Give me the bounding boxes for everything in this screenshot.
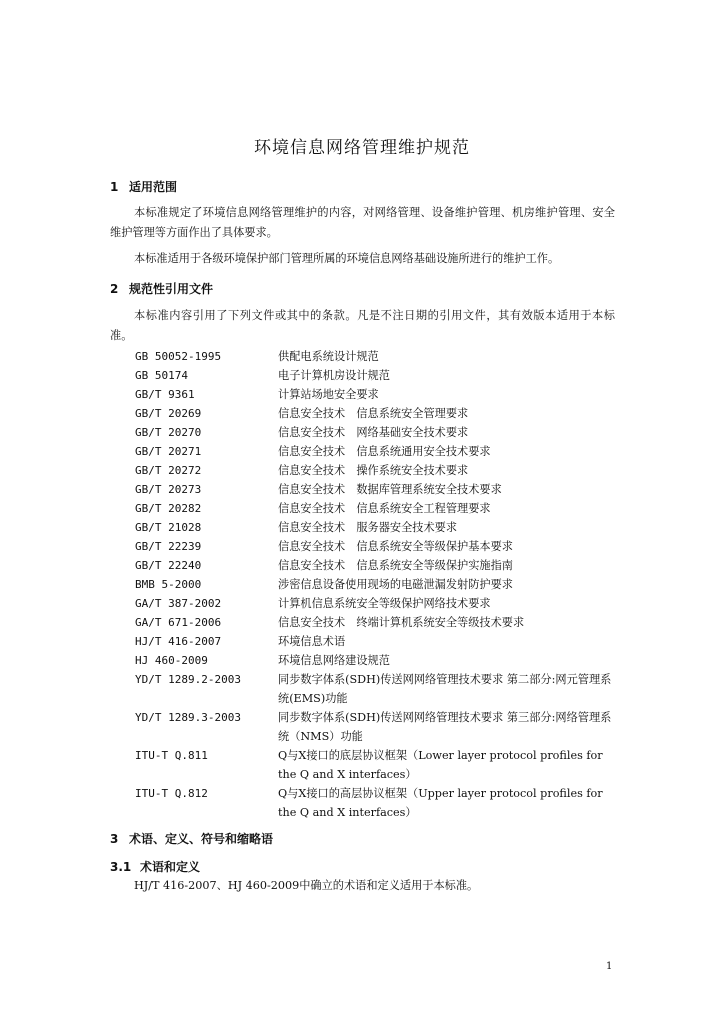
section-3-heading — [110, 830, 273, 847]
reference-item — [135, 366, 615, 385]
reference-title: 同步数字体系(SDH)传送网网络管理技术要求 第三部分:网络管理系统（NMS）功能 — [278, 711, 612, 743]
reference-item — [135, 537, 615, 556]
section-2-heading — [110, 280, 213, 297]
reference-item — [135, 423, 615, 442]
reference-title: 信息安全技术 信息系统安全等级保护基本要求 — [278, 540, 513, 553]
reference-item — [135, 632, 615, 651]
section-number: 3 — [110, 832, 119, 846]
reference-code: YD/T 1289.2-2003 — [135, 673, 241, 686]
reference-title: 信息安全技术 信息系统安全管理要求 — [278, 407, 469, 420]
subsection-number: 3.1 — [110, 860, 132, 874]
section-title: 术语、定义、符号和缩略语 — [129, 832, 274, 846]
reference-title: 信息安全技术 数据库管理系统安全技术要求 — [278, 483, 502, 496]
reference-code: GB/T 9361 — [135, 388, 195, 401]
reference-code: GB 50052-1995 — [135, 350, 222, 363]
subsection-3-1-text: HJ/T 416-2007、HJ 460-2009中确立的术语和定义适用于本标准。 — [134, 879, 479, 892]
reference-title: 信息安全技术 操作系统安全技术要求 — [278, 464, 469, 477]
reference-item — [135, 385, 615, 404]
document-title: 环境信息网络管理维护规范 — [254, 138, 470, 158]
reference-code: GB/T 22240 — [135, 559, 202, 572]
reference-code: ITU-T Q.811 — [135, 749, 208, 762]
reference-title: Q与X接口的底层协议框架（Lower layer protocol profiles for the Q and X interfaces） — [278, 749, 603, 781]
section-1-paragraph-2: 本标准适用于各级环境保护部门管理所属的环境信息网络基础设施所进行的维护工作。 — [134, 252, 560, 265]
section-number: 1 — [110, 180, 119, 194]
reference-title: 涉密信息设备使用现场的电磁泄漏发射防护要求 — [278, 578, 513, 591]
reference-title: 环境信息网络建设规范 — [278, 654, 390, 667]
reference-title: 信息安全技术 服务器安全技术要求 — [278, 521, 458, 534]
reference-title: 同步数字体系(SDH)传送网网络管理技术要求 第二部分:网元管理系统(EMS)功能 — [278, 673, 612, 705]
reference-title: 电子计算机房设计规范 — [278, 369, 390, 382]
reference-item — [135, 784, 615, 822]
reference-code: GB/T 21028 — [135, 521, 202, 534]
reference-title: 计算机信息系统安全等级保护网络技术要求 — [278, 597, 491, 610]
reference-code: GB/T 22239 — [135, 540, 202, 553]
reference-code: GB/T 20271 — [135, 445, 202, 458]
reference-item — [135, 556, 615, 575]
reference-item — [135, 347, 615, 366]
reference-title: 信息安全技术 信息系统通用安全技术要求 — [278, 445, 491, 458]
reference-title: 环境信息术语 — [278, 635, 346, 648]
section-1-heading — [110, 178, 177, 195]
reference-item — [135, 575, 615, 594]
reference-item — [135, 746, 615, 784]
reference-title: Q与X接口的高层协议框架（Upper layer protocol profiles for the Q and X interfaces） — [278, 787, 603, 819]
reference-item — [135, 670, 615, 708]
reference-code: GB/T 20282 — [135, 502, 202, 515]
reference-item — [135, 651, 615, 670]
reference-item — [135, 594, 615, 613]
reference-code: GA/T 387-2002 — [135, 597, 222, 610]
reference-code: HJ 460-2009 — [135, 654, 208, 667]
section-number: 2 — [110, 282, 119, 296]
reference-item — [135, 404, 615, 423]
reference-code: YD/T 1289.3-2003 — [135, 711, 241, 724]
reference-title: 计算站场地安全要求 — [278, 388, 379, 401]
reference-item — [135, 499, 615, 518]
reference-item — [135, 461, 615, 480]
reference-code: BMB 5-2000 — [135, 578, 202, 591]
reference-title: 信息安全技术 信息系统安全等级保护实施指南 — [278, 559, 513, 572]
reference-code: HJ/T 416-2007 — [135, 635, 222, 648]
page-number: 1 — [606, 961, 613, 972]
reference-code: GA/T 671-2006 — [135, 616, 222, 629]
reference-title: 信息安全技术 终端计算机系统安全等级技术要求 — [278, 616, 525, 629]
reference-code: GB/T 20273 — [135, 483, 202, 496]
section-title: 规范性引用文件 — [129, 282, 214, 296]
section-2-intro: 本标准内容引用了下列文件或其中的条款。凡是不注日期的引用文件，其有效版本适用于本标准。 — [110, 309, 615, 342]
reference-title: 供配电系统设计规范 — [278, 350, 379, 363]
reference-code: GB 50174 — [135, 369, 188, 382]
section-title: 适用范围 — [129, 180, 178, 194]
subsection-3-1-heading — [110, 858, 200, 875]
reference-code: GB/T 20272 — [135, 464, 202, 477]
reference-code: GB/T 20269 — [135, 407, 202, 420]
section-1-paragraph-1: 本标准规定了环境信息网络管理维护的内容，对网络管理、设备维护管理、机房维护管理、安全维护管理等方面作出了具体要求。 — [110, 206, 615, 239]
reference-code: ITU-T Q.812 — [135, 787, 208, 800]
reference-item — [135, 518, 615, 537]
reference-title: 信息安全技术 信息系统安全工程管理要求 — [278, 502, 491, 515]
reference-item — [135, 442, 615, 461]
reference-item — [135, 480, 615, 499]
reference-item — [135, 708, 615, 746]
reference-code: GB/T 20270 — [135, 426, 202, 439]
reference-list — [135, 347, 615, 822]
reference-item — [135, 613, 615, 632]
subsection-title: 术语和定义 — [140, 860, 201, 874]
reference-title: 信息安全技术 网络基础安全技术要求 — [278, 426, 469, 439]
